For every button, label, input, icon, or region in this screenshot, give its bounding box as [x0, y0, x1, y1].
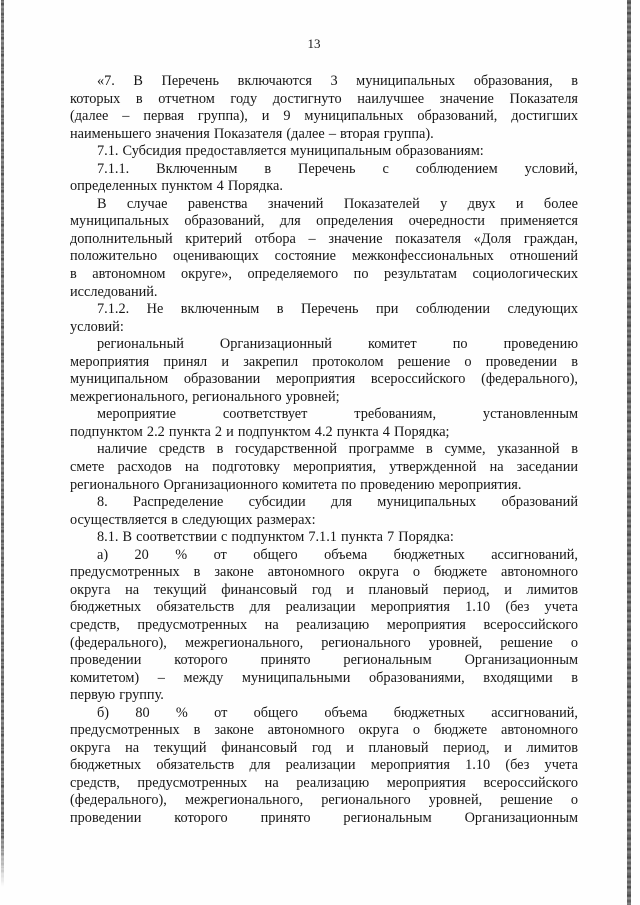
text-line: мероприятие соответствует требованиям, установленным — [97, 406, 578, 423]
scan-edge-left — [1, 0, 4, 905]
text-line: бюджетных обязательств для реализации мероприятия 1.10 (без учета — [70, 757, 578, 774]
text-line: 7.1.2. Не включенным в Перечень при соблюдении следующих — [97, 301, 578, 318]
text-line: предусмотренных в законе автономного округа о бюджете автономного — [70, 564, 578, 581]
text-line: 7.1. Субсидия предоставляется муниципальным образованиям: — [97, 143, 484, 160]
paragraph — [70, 336, 578, 406]
paragraph — [70, 547, 578, 705]
text-line: комитетом) – между муниципальными образованиями, входящими в — [70, 669, 578, 686]
text-line: первую группу. — [70, 687, 164, 704]
text-line: округа на текущий финансовый год и плановый период, и лимитов — [70, 739, 578, 756]
text-line: подпунктом 2.2 пункта 2 и подпунктом 4.2 пункта 4 Порядка; — [70, 423, 450, 440]
text-line: «7. В Перечень включаются 3 муниципальных образования, в — [97, 73, 578, 89]
text-line: которых в отчетном году достигнуто наилучшее значение Показателя — [70, 90, 578, 107]
text-line: дополнительный критерий отбора – значение показателя «Доля граждан, — [70, 230, 578, 247]
paragraph — [70, 196, 578, 301]
text-line: бюджетных обязательств для реализации мероприятия 1.10 (без учета — [70, 599, 578, 616]
paragraph — [70, 143, 578, 161]
page-number: 13 — [307, 36, 321, 51]
text-line: муниципальном образовании мероприятия всероссийского (федерального), — [70, 371, 578, 388]
text-line: регионального Организационного комитета по проведению мероприятия. — [70, 476, 522, 493]
text-line: муниципальных образований, для определения очередности применяется — [70, 213, 578, 230]
text-line: 8.1. В соответствии с подпунктом 7.1.1 пункта 7 Порядка: — [97, 529, 454, 546]
text-line: в автономном округе», определяемого по результатам социологических — [70, 266, 578, 283]
paragraph — [70, 705, 578, 828]
text-line: условий: — [70, 318, 124, 335]
text-line: межрегионального, регионального уровней; — [70, 388, 340, 405]
text-line: наличие средств в государственной программе в сумме, указанной в — [97, 441, 578, 458]
document-body — [70, 73, 578, 828]
paragraph — [70, 406, 578, 441]
paragraph — [70, 161, 578, 196]
text-line: б) 80 % от общего объема бюджетных ассигнований, — [97, 704, 578, 721]
paragraph — [70, 73, 578, 143]
text-line: (далее – первая группа), и 9 муниципальных образований, достигших — [70, 108, 578, 125]
text-line: а) 20 % от общего объема бюджетных ассигнований, — [97, 546, 578, 563]
text-line: проведении которого принято региональным Организационным — [70, 809, 578, 826]
text-line: региональный Организационный комитет по проведению — [97, 336, 578, 353]
text-line: 7.1.1. Включенным в Перечень с соблюдением условий, — [97, 160, 578, 177]
text-line: (федерального), межрегионального, регионального уровней, решение о — [70, 792, 578, 809]
text-line: средств, предусмотренных на реализацию мероприятия всероссийского — [70, 616, 578, 633]
text-line: проведении которого принято региональным Организационным — [70, 652, 578, 669]
text-line: предусмотренных в законе автономного округа о бюджете автономного — [70, 722, 578, 739]
text-line: исследований. — [70, 283, 158, 300]
paragraph — [70, 529, 578, 547]
paragraph — [70, 494, 578, 529]
text-line: 8. Распределение субсидии для муниципальных образований — [97, 494, 578, 511]
text-line: В случае равенства значений Показателей у двух и более — [97, 195, 578, 212]
paragraph — [70, 441, 578, 494]
text-line: определенных пунктом 4 Порядка. — [70, 178, 283, 195]
text-line: осуществляется в следующих размерах: — [70, 511, 316, 528]
text-line: наименьшего значения Показателя (далее – вторая группа). — [70, 125, 434, 142]
text-line: средств, предусмотренных на реализацию мероприятия всероссийского — [70, 774, 578, 791]
scan-edge-right — [627, 0, 631, 905]
text-line: (федерального), межрегионального, регионального уровней, решение о — [70, 634, 578, 651]
text-line: мероприятия принял и закрепил протоколом решение о проведении в — [70, 353, 578, 370]
text-line: округа на текущий финансовый год и плановый период, и лимитов — [70, 581, 578, 598]
text-line: положительно оценивающих состояние межконфессиональных отношений — [70, 248, 578, 265]
text-line: смете расходов на подготовку мероприятия, утвержденной на заседании — [70, 459, 578, 476]
paragraph — [70, 301, 578, 336]
